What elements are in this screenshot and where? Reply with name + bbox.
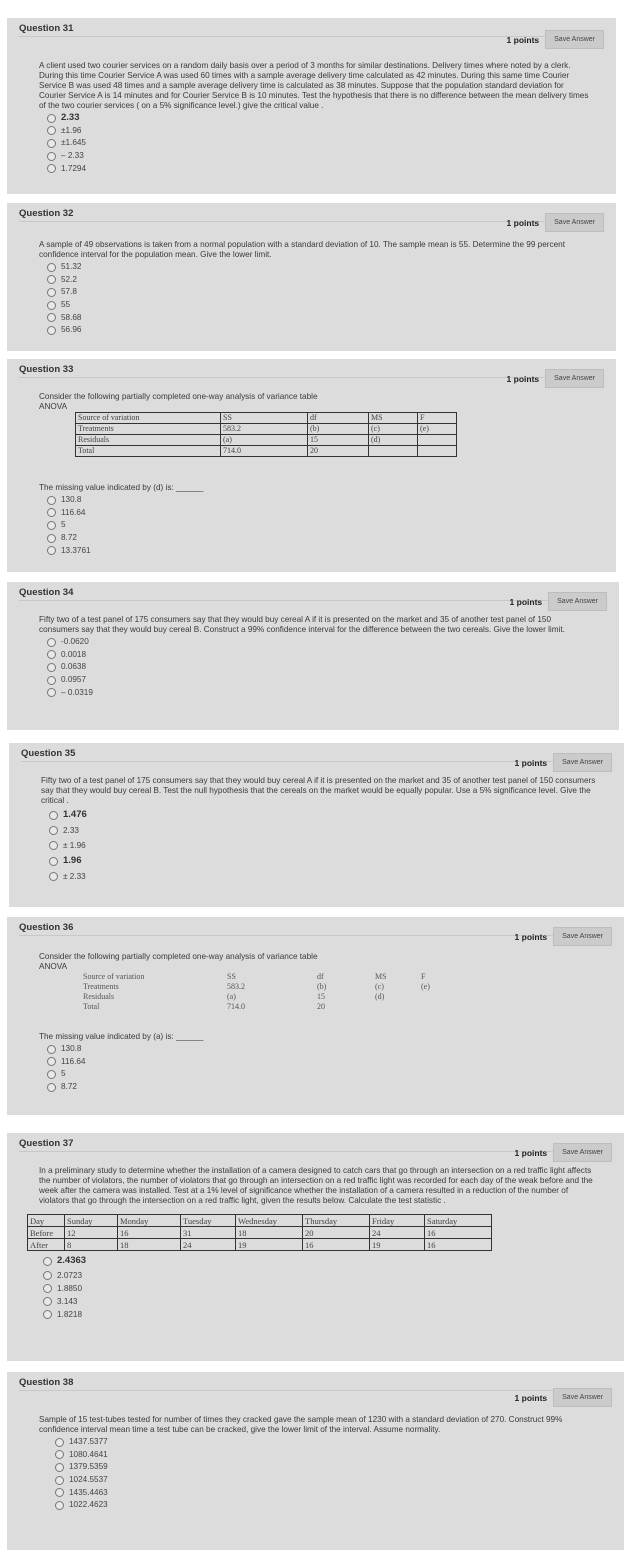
points-label: 1 points bbox=[514, 1392, 548, 1403]
table-row: Before 12 16 31 18 20 24 16 bbox=[28, 1227, 492, 1239]
option[interactable]: 1080.4641 bbox=[55, 1449, 612, 1462]
radio-button[interactable] bbox=[47, 650, 56, 659]
option[interactable]: 58.68 bbox=[47, 311, 604, 324]
radio-button[interactable] bbox=[47, 1045, 56, 1054]
points-area bbox=[507, 30, 604, 49]
radio-button[interactable] bbox=[47, 521, 56, 530]
question-title: Question 34 bbox=[19, 587, 74, 598]
radio-button[interactable] bbox=[47, 152, 56, 161]
radio-button[interactable] bbox=[49, 826, 58, 835]
question-35-panel bbox=[9, 743, 624, 907]
question-prompt: The missing value indicated by (a) is: ______ bbox=[39, 1032, 204, 1041]
option[interactable]: ± 2.33 bbox=[49, 869, 612, 884]
option[interactable]: 0.0638 bbox=[47, 661, 607, 674]
radio-button[interactable] bbox=[47, 313, 56, 322]
question-text: Fifty two of a test panel of 175 consumers say that they would buy cereal A if it is presented on the market and 35 of another test panel of 150 consumers say that they would buy cereal B. Test the null hypothesis that the cereals on the market would be equally popular. Use a 5% significance level. Give the critical . bbox=[41, 776, 596, 805]
option[interactable]: 1024.5537 bbox=[55, 1474, 612, 1487]
question-title: Question 38 bbox=[19, 1377, 74, 1388]
option[interactable]: 2.33 bbox=[49, 823, 612, 838]
radio-button[interactable] bbox=[47, 263, 56, 272]
option[interactable]: 5 bbox=[47, 519, 604, 532]
radio-button[interactable] bbox=[47, 676, 56, 685]
option[interactable]: 116.64 bbox=[47, 1056, 612, 1069]
anova-table bbox=[81, 972, 432, 1012]
points-label: 1 points bbox=[506, 34, 540, 45]
radio-button[interactable] bbox=[49, 841, 58, 850]
table-row: Day Sunday Monday Tuesday Wednesday Thursday Friday Saturday bbox=[28, 1215, 492, 1227]
radio-button[interactable] bbox=[47, 546, 56, 555]
question-38-panel bbox=[7, 1372, 624, 1550]
option[interactable]: ±1.645 bbox=[47, 137, 604, 150]
save-answer-button[interactable]: Save Answer bbox=[553, 1143, 612, 1162]
radio-button[interactable] bbox=[47, 1083, 56, 1092]
points-area bbox=[507, 369, 604, 388]
radio-button[interactable] bbox=[47, 1070, 56, 1079]
points-label: 1 points bbox=[506, 373, 540, 384]
radio-button[interactable] bbox=[47, 126, 56, 135]
points-area bbox=[515, 927, 612, 946]
save-answer-button[interactable]: Save Answer bbox=[545, 213, 604, 232]
question-36-panel bbox=[7, 917, 624, 1115]
question-text: A sample of 49 observations is taken from a normal population with a standard deviation of 10. The sample mean is 55. Determine the 99 percent confidence interval for the population mean. Give the lower limit. bbox=[39, 240, 565, 259]
question-34-panel bbox=[7, 582, 619, 730]
table-row: Treatments 583.2 (b) (c) (e) bbox=[83, 982, 430, 991]
radio-button[interactable] bbox=[43, 1297, 52, 1306]
save-answer-button[interactable]: Save Answer bbox=[553, 1388, 612, 1407]
radio-button[interactable] bbox=[49, 857, 58, 866]
option[interactable]: 1.96 bbox=[49, 853, 612, 869]
options-list bbox=[55, 1436, 612, 1512]
radio-button[interactable] bbox=[47, 301, 56, 310]
options-list bbox=[47, 261, 604, 337]
options-list bbox=[49, 807, 612, 884]
option[interactable]: 3.143 bbox=[43, 1295, 612, 1308]
radio-button[interactable] bbox=[55, 1450, 64, 1459]
option[interactable]: 2.0723 bbox=[43, 1269, 612, 1282]
radio-button[interactable] bbox=[47, 275, 56, 284]
question-31-panel bbox=[7, 18, 616, 194]
save-answer-button[interactable]: Save Answer bbox=[545, 369, 604, 388]
option[interactable]: -0.0620 bbox=[47, 636, 607, 649]
points-label: 1 points bbox=[514, 931, 548, 942]
table-row: Source of variation SS df MS F bbox=[83, 972, 426, 981]
option[interactable]: 1.7294 bbox=[47, 162, 604, 175]
option[interactable]: 0.0957 bbox=[47, 674, 607, 687]
option[interactable]: 5 bbox=[47, 1068, 612, 1081]
question-33-panel bbox=[7, 359, 616, 572]
option[interactable]: 0.0018 bbox=[47, 649, 607, 662]
question-title: Question 33 bbox=[19, 364, 74, 375]
question-prompt: The missing value indicated by (d) is: ______ bbox=[39, 483, 204, 492]
points-area bbox=[515, 1143, 612, 1162]
option[interactable]: 57.8 bbox=[47, 286, 604, 299]
table-row: Total 714.0 20 bbox=[83, 1002, 325, 1011]
option[interactable]: 52.2 bbox=[47, 274, 604, 287]
question-text: A client used two courier services on a random daily basis over a period of 3 months for similar destinations. Delivery times where noted by a clerk. During this time Courier Service A was used 60 times with a sample average delivery time calculated as 42 minutes. During this same time Courier Service B was used 48 times and a sample average delivery time is calculated as 38 minutes. Suppose that the population standard deviation for Courier Service A is 14 minutes and for Courier Service B is 10 minutes. Test the hypothesis that there is no difference between the mean delivery times of the two courier services ( on a 5% significance level.) give the critical value . bbox=[39, 61, 589, 110]
option[interactable]: 2.33 bbox=[47, 112, 604, 125]
radio-button[interactable] bbox=[55, 1501, 64, 1510]
points-area bbox=[510, 592, 607, 611]
option[interactable]: 13.3761 bbox=[47, 544, 604, 557]
radio-button[interactable] bbox=[47, 663, 56, 672]
option[interactable]: 8.72 bbox=[47, 532, 604, 545]
option[interactable]: ± 1.96 bbox=[49, 838, 612, 853]
save-answer-button[interactable]: Save Answer bbox=[553, 753, 612, 772]
option[interactable]: 51.32 bbox=[47, 261, 604, 274]
question-title: Question 36 bbox=[19, 922, 74, 933]
anova-label: ANOVA bbox=[39, 962, 68, 971]
radio-button[interactable] bbox=[47, 688, 56, 697]
radio-button[interactable] bbox=[55, 1438, 64, 1447]
question-intro: Consider the following partially completed one-way analysis of variance table bbox=[39, 392, 318, 401]
question-text: Sample of 15 test-tubes tested for number of times they cracked gave the sample mean of 1230 with a standard deviation of 270. Construct 99% confidence interval mean time a test tube can be cracked, give the lower limit of the interval. Assume normality. bbox=[39, 1415, 563, 1434]
question-title: Question 37 bbox=[19, 1138, 74, 1149]
options-list bbox=[47, 1043, 612, 1093]
violators-table bbox=[27, 1214, 492, 1251]
points-area bbox=[515, 753, 612, 772]
question-37-panel bbox=[7, 1133, 624, 1361]
question-32-panel bbox=[7, 203, 616, 351]
points-label: 1 points bbox=[509, 596, 543, 607]
points-area bbox=[515, 1388, 612, 1407]
radio-button[interactable] bbox=[47, 288, 56, 297]
radio-button[interactable] bbox=[47, 508, 56, 517]
option[interactable]: ±1.96 bbox=[47, 125, 604, 138]
radio-button[interactable] bbox=[43, 1271, 52, 1280]
option[interactable]: – 2.33 bbox=[47, 150, 604, 163]
points-label: 1 points bbox=[514, 1147, 548, 1158]
option[interactable]: 130.8 bbox=[47, 1043, 612, 1056]
save-answer-button[interactable]: Save Answer bbox=[545, 30, 604, 49]
question-title: Question 31 bbox=[19, 23, 74, 34]
option[interactable]: 116.64 bbox=[47, 507, 604, 520]
question-intro: Consider the following partially completed one-way analysis of variance table bbox=[39, 952, 318, 961]
radio-button[interactable] bbox=[55, 1488, 64, 1497]
option[interactable]: 2.4363 bbox=[43, 1253, 612, 1269]
question-text: In a preliminary study to determine whether the installation of a camera designed to catch cars that go through an intersection on a red traffic light affects the number of violators, the number of violators that go through an intersection on a red traffic light was recorded for each day of the weak before and the week after the camera was installed. Test at a 1% level of significance whether the installation of a camera resulted in a reduction of the number of violators that go through the intersection on a red traffic light, given the results below. Calculate the test statistic . bbox=[39, 1166, 593, 1205]
table-row: Source of variation SS df MS F bbox=[76, 413, 457, 424]
save-answer-button[interactable]: Save Answer bbox=[553, 927, 612, 946]
radio-button[interactable] bbox=[49, 811, 58, 820]
option[interactable]: 1.476 bbox=[49, 807, 612, 823]
points-label: 1 points bbox=[506, 217, 540, 228]
table-row: Residuals (a) 15 (d) bbox=[76, 435, 457, 446]
radio-button[interactable] bbox=[47, 1057, 56, 1066]
option[interactable]: 1435.4463 bbox=[55, 1486, 612, 1499]
option[interactable]: 130.8 bbox=[47, 494, 604, 507]
options-list bbox=[47, 494, 604, 557]
option[interactable]: 1379.5359 bbox=[55, 1461, 612, 1474]
question-text: Fifty two of a test panel of 175 consumers say that they would buy cereal A if it is presented on the market and 35 of another test panel of 150 consumers say that they would buy cereal B. Construct a 99% confidence interval for the difference between the two cereals. Give the lower limit. bbox=[39, 615, 565, 634]
save-answer-button[interactable]: Save Answer bbox=[548, 592, 607, 611]
points-area bbox=[507, 213, 604, 232]
radio-button[interactable] bbox=[47, 496, 56, 505]
points-label: 1 points bbox=[514, 757, 548, 768]
option[interactable]: – 0.0319 bbox=[47, 686, 607, 699]
question-title: Question 32 bbox=[19, 208, 74, 219]
anova-table bbox=[75, 412, 457, 457]
options-list bbox=[47, 112, 604, 175]
radio-button[interactable] bbox=[43, 1310, 52, 1319]
option[interactable]: 1022.4623 bbox=[55, 1499, 612, 1512]
table-row: After 8 18 24 19 16 19 16 bbox=[28, 1239, 492, 1251]
anova-label: ANOVA bbox=[39, 402, 68, 411]
radio-button[interactable] bbox=[47, 114, 56, 123]
radio-button[interactable] bbox=[49, 872, 58, 881]
radio-button[interactable] bbox=[43, 1257, 52, 1266]
option[interactable]: 8.72 bbox=[47, 1081, 612, 1094]
radio-button[interactable] bbox=[47, 164, 56, 173]
options-list bbox=[43, 1253, 612, 1321]
radio-button[interactable] bbox=[55, 1463, 64, 1472]
radio-button[interactable] bbox=[55, 1476, 64, 1485]
table-row: Residuals (a) 15 (d) bbox=[83, 992, 385, 1001]
radio-button[interactable] bbox=[47, 326, 56, 335]
option[interactable]: 56.96 bbox=[47, 324, 604, 337]
radio-button[interactable] bbox=[43, 1284, 52, 1293]
option[interactable]: 1.8850 bbox=[43, 1282, 612, 1295]
option[interactable]: 1.8218 bbox=[43, 1308, 612, 1321]
option[interactable]: 1437.5377 bbox=[55, 1436, 612, 1449]
table-row: Treatments 583.2 (b) (c) (e) bbox=[76, 424, 457, 435]
radio-button[interactable] bbox=[47, 139, 56, 148]
option[interactable]: 55 bbox=[47, 299, 604, 312]
radio-button[interactable] bbox=[47, 534, 56, 543]
table-row: Total 714.0 20 bbox=[76, 446, 457, 457]
options-list bbox=[47, 636, 607, 699]
question-title: Question 35 bbox=[21, 748, 76, 759]
radio-button[interactable] bbox=[47, 638, 56, 647]
